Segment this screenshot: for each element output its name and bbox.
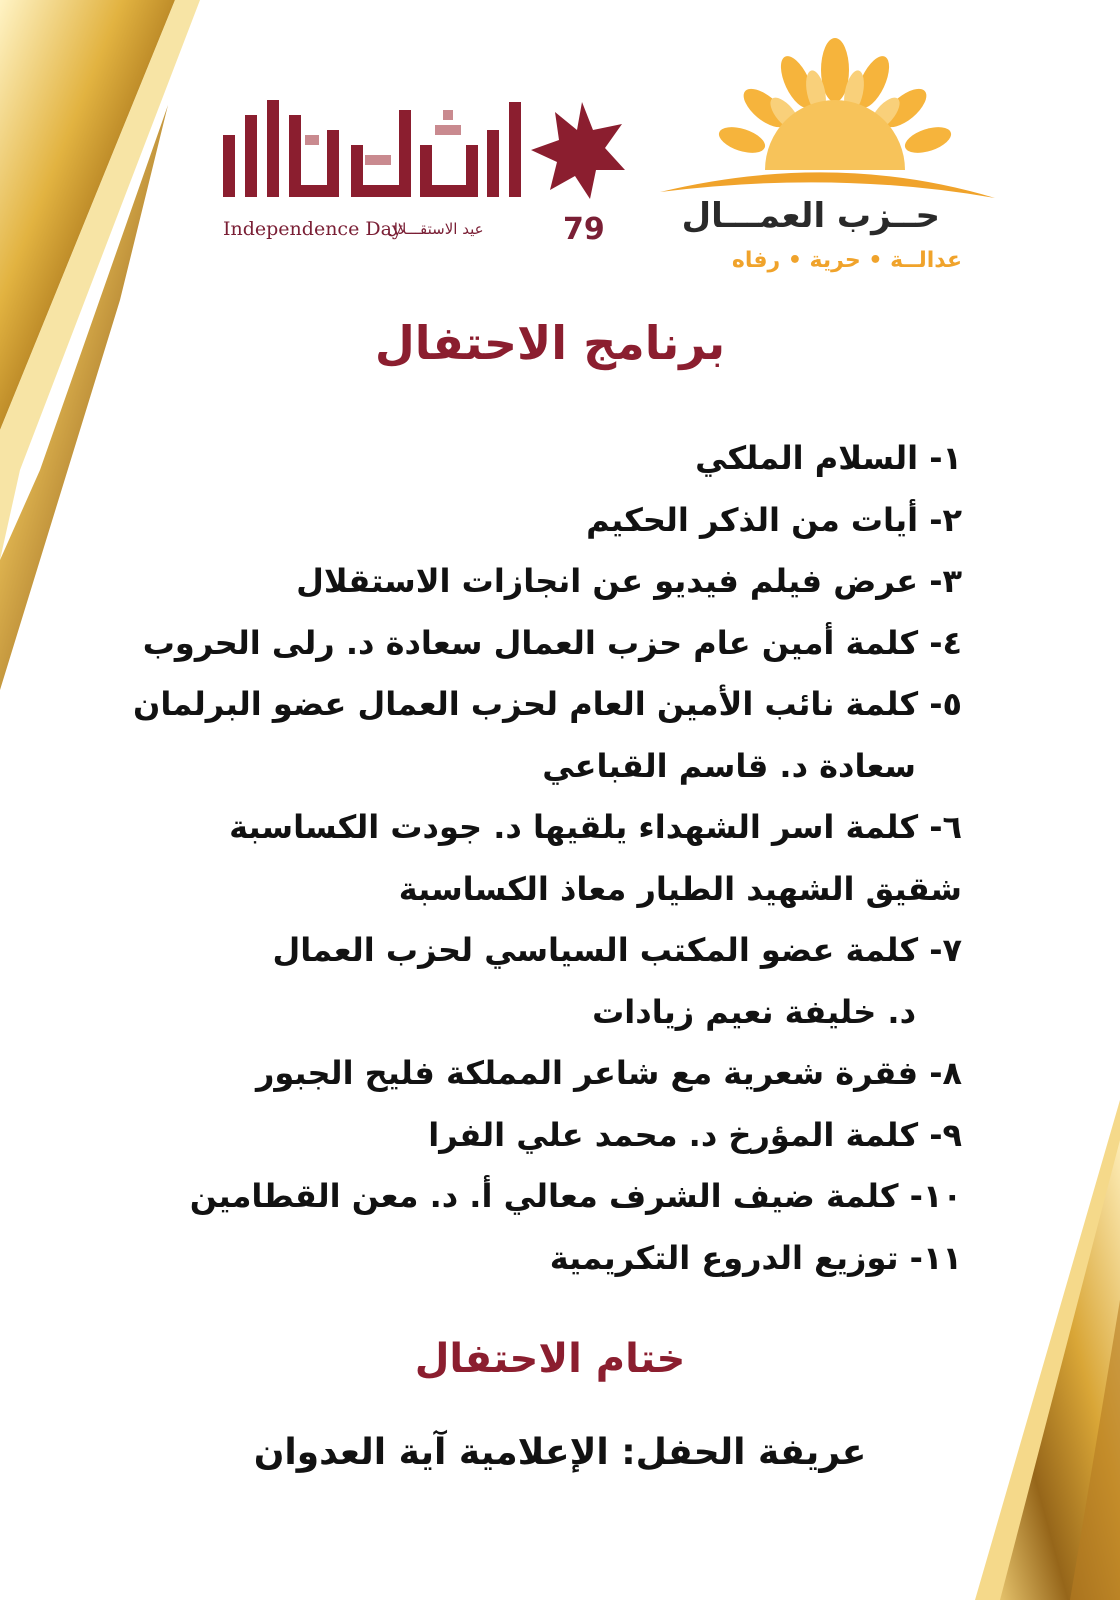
program-item-text: ١٠- كلمة ضيف الشرف معالي أ. د. معن القطامين — [189, 1177, 962, 1215]
workers-party-logo — [660, 30, 1010, 290]
program-item-11 — [122, 1228, 962, 1290]
program-item-text: ٣- عرض فيلم فيديو عن انجازات الاستقلال — [296, 562, 962, 600]
sun-flower-icon — [660, 30, 1010, 200]
program-item-continuation: شقيق الشهيد الطيار معاذ الكساسبة — [398, 869, 962, 908]
page-title: برنامج الاحتفال — [374, 316, 726, 370]
program-item-continuation: سعادة د. قاسم القباعي — [542, 746, 916, 785]
program-item-text: ٧- كلمة عضو المكتب السياسي لحزب العمال — [272, 931, 962, 969]
program-item-3 — [122, 551, 962, 613]
program-item-text: ٥- كلمة نائب الأمين العام لحزب العمال عضو البرلمان — [133, 685, 962, 723]
program-item-6 — [122, 797, 962, 920]
program-item-4 — [122, 613, 962, 675]
program-item-text: ١١- توزيع الدروع التكريمية — [549, 1238, 962, 1277]
program-item-text: ٨- فقرة شعرية مع شاعر المملكة فليح الجبور — [255, 1054, 962, 1092]
master-of-ceremonies: عريفة الحفل: الإعلامية آية العدوان — [253, 1432, 867, 1473]
program-item-9 — [122, 1105, 962, 1167]
independence-day-arabic: عيد الاستقـــلال — [387, 220, 484, 238]
party-slogan: عدالــة • حرية • رفاه — [731, 248, 962, 273]
closing-title: ختام الاحتفال — [414, 1336, 686, 1382]
jordan-star-icon — [215, 90, 645, 210]
independence-day-logo — [215, 90, 645, 250]
program-item-5 — [122, 674, 962, 797]
party-name: حــزب العمـــال — [681, 196, 940, 236]
program-item-text: ٦- كلمة اسر الشهداء يلقيها د. جودت الكساسبة — [229, 808, 962, 846]
program-item-1 — [122, 428, 962, 490]
program-item-text: ٤- كلمة أمين عام حزب العمال سعادة د. رلى الحروب — [142, 623, 962, 662]
program-item-8 — [122, 1043, 962, 1105]
program-item-2 — [122, 490, 962, 552]
program-item-continuation: د. خليفة نعيم زيادات — [592, 992, 916, 1031]
program-item-7 — [122, 920, 962, 1043]
program-item-text: ١- السلام الملكي — [695, 439, 962, 477]
program-item-text: ٢- أيات من الذكر الحكيم — [586, 500, 962, 539]
program-item-text: ٩- كلمة المؤرخ د. محمد علي الفرا — [428, 1115, 962, 1154]
program-list — [122, 428, 962, 1289]
independence-anniversary-number: 79 — [563, 212, 605, 247]
independence-day-english: Independence Day — [223, 218, 403, 240]
program-item-10 — [122, 1166, 962, 1228]
